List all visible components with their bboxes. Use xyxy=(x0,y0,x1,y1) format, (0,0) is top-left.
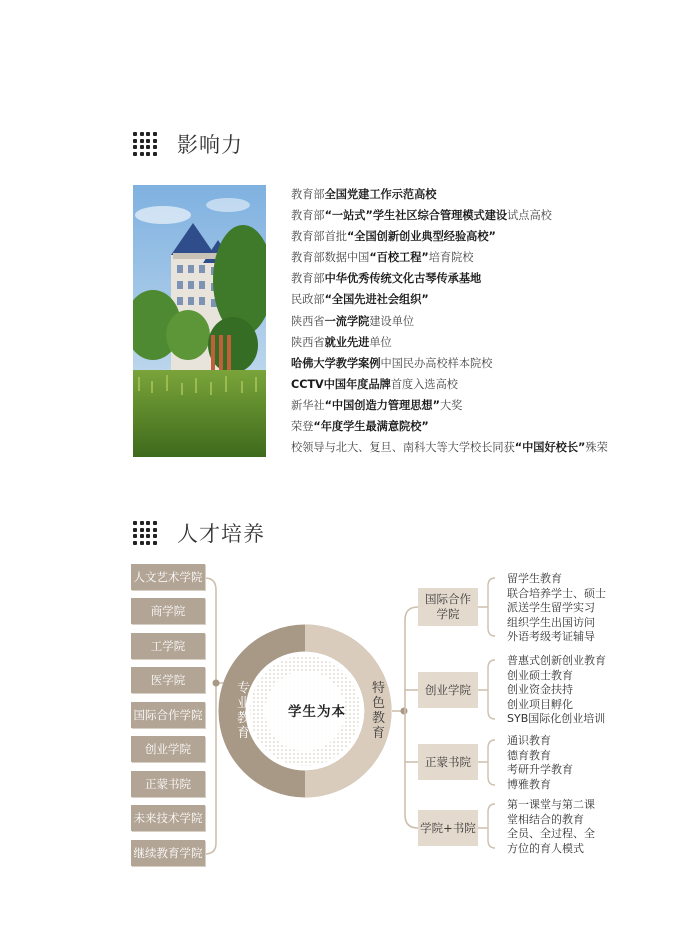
detail-item: 派送学生留学实习 xyxy=(507,601,595,615)
highlight-text: “全国先进社会组织” xyxy=(324,293,429,307)
plain-text: 民政部 xyxy=(291,293,325,307)
detail-item: 全员、全过程、全 xyxy=(507,827,595,841)
plain-text: 单位 xyxy=(369,335,392,349)
college-box: 医学院 xyxy=(131,667,205,693)
plain-text: 校领导与北大、复旦、南科大等大学校长同获 xyxy=(291,441,515,455)
college-box: 未来技术学院 xyxy=(131,805,205,831)
program-details xyxy=(507,734,573,792)
highlight-text: 就业先进 xyxy=(324,335,370,349)
plain-text: 教育部 xyxy=(291,272,325,286)
plain-text: 教育部首批 xyxy=(291,230,347,244)
program-name-line: 国际合作 xyxy=(425,592,471,606)
program-box xyxy=(418,588,478,626)
plain-text: 教育部 xyxy=(291,188,325,201)
highlight-text: “全国创新创业典型经验高校” xyxy=(346,230,496,244)
plain-text: 首度入选高校 xyxy=(390,377,458,391)
college-box: 正蒙书院 xyxy=(131,771,205,797)
special-education-label: 特 色 教 育 xyxy=(371,681,385,741)
college-box: 人文艺术学院 xyxy=(131,564,205,590)
plain-text: 大奖 xyxy=(439,398,463,412)
highlight-text: “中国创造力管理思想” xyxy=(324,398,440,412)
highlight-text: “中国好校长” xyxy=(514,441,586,455)
detail-item: 创业硕士教育 xyxy=(507,668,573,682)
program-details xyxy=(507,654,606,727)
college-box: 国际合作学院 xyxy=(131,702,205,728)
program-box xyxy=(418,744,478,780)
center-label: 学生为本 xyxy=(288,704,346,720)
college-box: 工学院 xyxy=(131,633,205,659)
detail-item: 第一课堂与第二课 xyxy=(507,798,595,811)
college-box: 创业学院 xyxy=(131,736,205,762)
plain-text: 试点高校 xyxy=(507,209,552,223)
detail-item: 德育教育 xyxy=(507,748,551,762)
detail-item: 博雅教育 xyxy=(507,777,551,791)
detail-item: 创业项目孵化 xyxy=(507,697,573,711)
college-box: 继续教育学院 xyxy=(131,840,205,866)
professional-education-label: 专 业 教 育 xyxy=(236,681,250,741)
program-details xyxy=(507,572,606,645)
detail-item: SYB国际化创业培训 xyxy=(507,712,606,726)
left-bracket xyxy=(205,578,216,854)
highlight-text: CCTV中国年度品牌 xyxy=(291,377,391,391)
detail-item: 组织学生出国访问 xyxy=(507,615,595,629)
highlight-text: “年度学生最满意院校” xyxy=(313,420,429,434)
highlight-text: 哈佛大学教学案例 xyxy=(291,356,381,370)
detail-item: 创业资金扶持 xyxy=(507,683,573,697)
highlight-text: “百校工程” xyxy=(369,251,429,265)
detail-item: 考研升学教育 xyxy=(507,763,573,777)
talent-title: 人才培养 xyxy=(177,522,265,546)
plain-text: 培育院校 xyxy=(428,251,474,265)
plain-text: 荣登 xyxy=(291,420,314,434)
detail-item: 堂相结合的教育 xyxy=(507,812,584,826)
highlight-text: 全国党建工作示范高校 xyxy=(324,188,437,201)
plain-text: 殊荣 xyxy=(585,441,608,455)
plain-text: 新华社 xyxy=(291,398,325,412)
program-name-line: 学院+书院 xyxy=(420,820,476,835)
detail-item: 留学生教育 xyxy=(507,572,562,585)
detail-item: 外语考级考证辅导 xyxy=(507,630,595,644)
detail-item: 普惠式创新创业教育 xyxy=(507,654,606,667)
highlight-text: 中华优秀传统文化古琴传承基地 xyxy=(324,272,482,286)
plain-text: 教育部 xyxy=(291,209,325,223)
program-box xyxy=(418,810,478,846)
highlight-text: 一流学院 xyxy=(324,314,370,328)
plain-text: 中国民办高校样本院校 xyxy=(380,356,493,370)
detail-item: 联合培养学士、硕士 xyxy=(507,586,606,600)
program-name-line: 创业学院 xyxy=(425,682,471,697)
detail-item: 方位的育人模式 xyxy=(507,841,584,855)
plain-text: 教育部数据中国 xyxy=(291,251,370,265)
program-box xyxy=(418,672,478,708)
plain-text: 建设单位 xyxy=(369,314,415,328)
program-name-line: 学院 xyxy=(436,607,460,621)
plain-text: 陕西省 xyxy=(291,314,325,328)
detail-item: 通识教育 xyxy=(507,734,551,747)
college-box: 商学院 xyxy=(131,598,205,624)
program-name-line: 正蒙书院 xyxy=(425,754,471,769)
program-details xyxy=(507,798,595,856)
influence-title: 影响力 xyxy=(177,133,243,157)
highlight-text: “一站式”学生社区综合管理模式建设 xyxy=(324,209,508,223)
plain-text: 陕西省 xyxy=(291,335,325,349)
